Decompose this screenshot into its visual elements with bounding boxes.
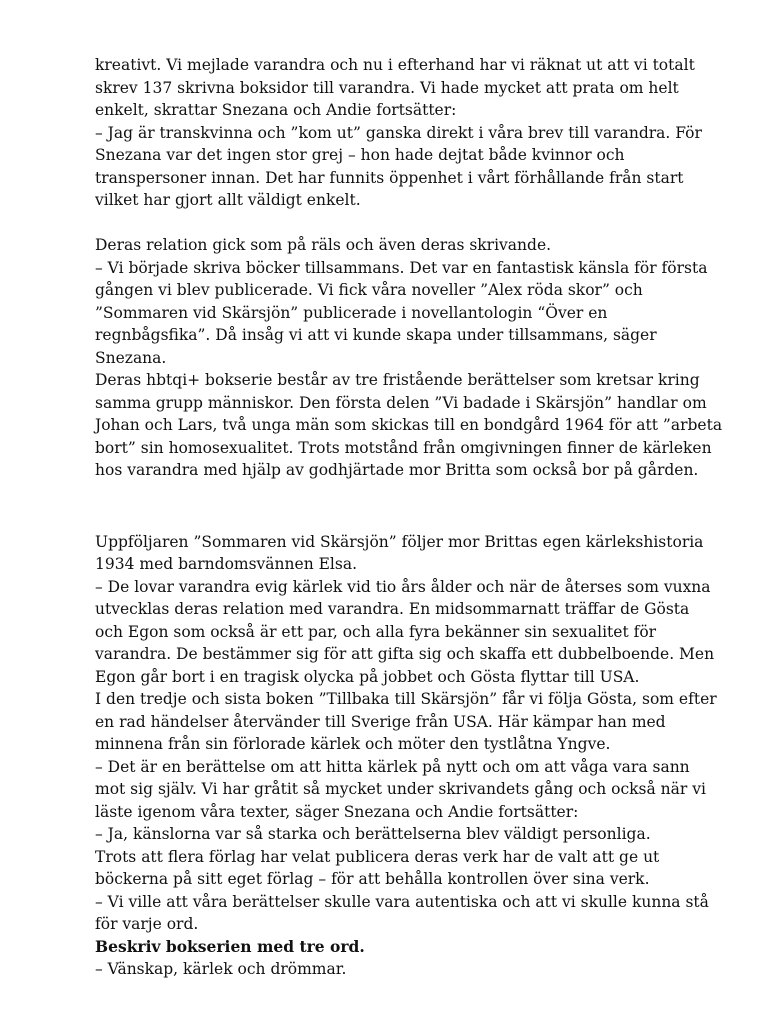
- text-line: – De lovar varandra evig kärlek vid tio års ålder och när de återses som vuxna: [95, 577, 711, 596]
- text-line: Trots att flera förlag har velat publicera deras verk har de valt att ge ut: [95, 847, 660, 866]
- text-line: läste igenom våra texter, säger Snezana och Andie fortsätter:: [95, 802, 579, 821]
- text-line: kreativt. Vi mejlade varandra och nu i efterhand har vi räknat ut att vi totalt: [95, 56, 695, 74]
- text-line: samma grupp människor. Den första delen ”Vi badade i Skärsjön” handlar om: [95, 393, 707, 412]
- text-line: bort” sin homosexualitet. Trots motstånd från omgivningen finner de kärleken: [95, 438, 712, 457]
- text-line: – Ja, känslorna var så starka och berättelserna blev väldigt personliga.: [95, 825, 651, 843]
- text-line: Johan och Lars, två unga män som skickas till en bondgård 1964 för att ”arbeta: [95, 416, 723, 434]
- paragraph-spacer: [95, 212, 705, 235]
- text-line: – Det är en berättelse om att hitta kärlek på nytt och om att våga vara sann: [95, 757, 690, 776]
- paragraph-2: [95, 234, 723, 482]
- interview-answer: – Vänskap, kärlek och drömmar.: [95, 960, 347, 978]
- paragraph-spacer: [95, 508, 705, 531]
- text-line: utvecklas deras relation med varandra. En midsommarnatt träffar de Gösta: [95, 600, 690, 618]
- text-line: varandra. De bestämmer sig för att gifta sig och skaffa ett dubbelboende. Men: [95, 645, 715, 663]
- text-line: hos varandra med hjälp av godhjärtade mor Britta som också bor på gården.: [95, 461, 699, 479]
- text-line: Deras relation gick som på räls och även deras skrivande.: [95, 236, 552, 254]
- text-line: – Jag är transkvinna och ”kom ut” ganska direkt i våra brev till varandra. För: [95, 123, 702, 142]
- text-line: för varje ord.: [95, 915, 199, 933]
- text-line: böckerna på sitt eget förlag – för att behålla kontrollen över sina verk.: [95, 870, 650, 888]
- text-line: – Vi började skriva böcker tillsammans. Det var en fantastisk känsla för första: [95, 258, 708, 277]
- text-line: – Vi ville att våra berättelser skulle vara autentiska och att vi skulle kunna stå: [95, 892, 709, 911]
- document-page: [95, 54, 723, 981]
- text-line: Egon går bort i en tragisk olycka på jobbet och Gösta flyttar till USA.: [95, 667, 640, 686]
- text-line: I den tredje och sista boken ”Tillbaka till Skärsjön” får vi följa Gösta, som efter: [95, 690, 717, 708]
- text-line: transpersoner innan. Det har funnits öppenhet i vårt förhållande från start: [95, 168, 684, 187]
- text-line: Deras hbtqi+ bokserie består av tre fristående berättelser som kretsar kring: [95, 371, 700, 389]
- interview-question: Beskriv bokserien med tre ord.: [95, 936, 365, 956]
- text-line: minnena från sin förlorade kärlek och möter den tystlåtna Yngve.: [95, 735, 611, 753]
- text-line: Snezana.: [95, 348, 167, 367]
- text-line: Uppföljaren ”Sommaren vid Skärsjön” följer mor Brittas egen kärlekshistoria: [95, 532, 704, 551]
- text-line: en rad händelser återvänder till Sverige från USA. Här kämpar han med: [95, 712, 666, 731]
- text-line: 1934 med barndomsvännen Elsa.: [95, 555, 357, 573]
- text-line: ”Sommaren vid Skärsjön” publicerade i novellantologin “Över en: [95, 303, 608, 322]
- text-line: mot sig själv. Vi har gråtit så mycket under skrivandets gång och också när vi: [95, 780, 706, 798]
- text-line: Snezana var det ingen stor grej – hon hade dejtat både kvinnor och: [95, 146, 625, 164]
- paragraph-spacer: [95, 482, 705, 505]
- text-line: gången vi blev publicerade. Vi fick våra noveller ”Alex röda skor” och: [95, 281, 643, 299]
- paragraph-3: [95, 531, 717, 936]
- text-line: vilket har gjort allt väldigt enkelt.: [95, 191, 361, 209]
- text-line: skrev 137 skrivna boksidor till varandra. Vi hade mycket att prata om helt: [95, 78, 679, 97]
- text-line: enkelt, skrattar Snezana och Andie fortsätter:: [95, 101, 457, 119]
- text-line: och Egon som också är ett par, och alla fyra bekänner sin sexualitet för: [95, 622, 657, 641]
- text-line: regnbågsfika”. Då insåg vi att vi kunde skapa under tillsammans, säger: [95, 326, 657, 344]
- paragraph-1: [95, 54, 705, 212]
